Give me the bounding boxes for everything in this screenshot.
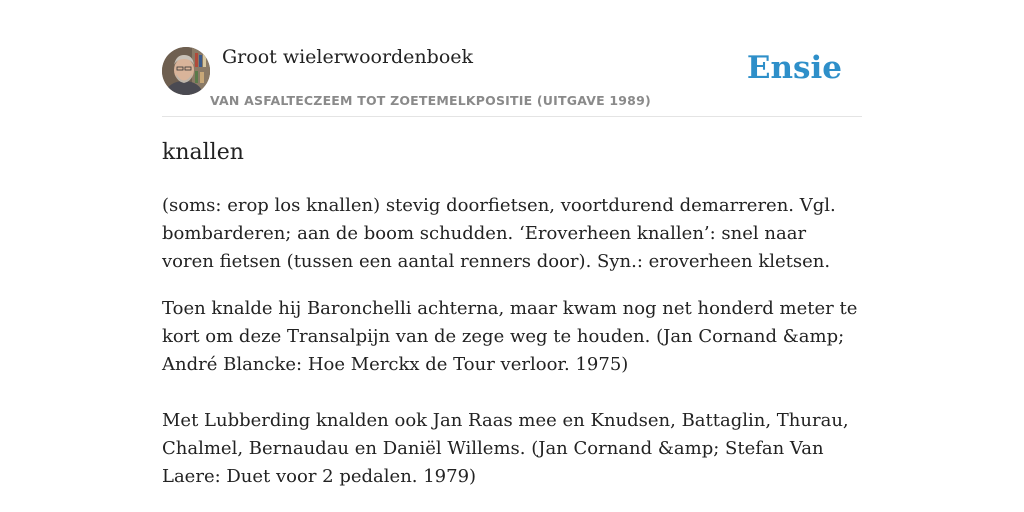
dictionary-subtitle: VAN ASFALTECZEEM TOT ZOETEMELKPOSITIE (UITGAVE 1989) bbox=[210, 93, 651, 108]
dictionary-title[interactable]: Groot wielerwoordenboek bbox=[222, 46, 474, 68]
author-portrait-image bbox=[162, 47, 210, 95]
entry-definition: (soms: erop los knallen) stevig doorfietsen, voortdurend demarreren. Vgl. bombarderen; aan de boom schudden. ‘Eroverheen knallen’: snel naar voren fietsen (tussen een aantal renners door). Syn.: eroverheen kletsen. bbox=[162, 195, 836, 272]
entry-quote: Met Lubberding knalden ook Jan Raas mee en Knudsen, Battaglin, Thurau, Chalmel, Bernaudau en Daniël Willems. (Jan Cornand &amp; Stefan Van Laere: Duet voor 2 pedalen. 1979) bbox=[162, 410, 849, 487]
entry-content bbox=[162, 192, 862, 491]
dictionary-header bbox=[162, 44, 862, 117]
author-avatar[interactable] bbox=[162, 47, 210, 95]
entry-quote: Toen knalde hij Baronchelli achterna, maar kwam nog net honderd meter te kort om deze Transalpijn van de zege weg te houden. (Jan Cornand &amp; André Blancke: Hoe Merckx de Tour verloor. 1975) bbox=[162, 298, 858, 375]
ensie-logo-link[interactable]: Ensie bbox=[746, 50, 842, 86]
quote-spacer bbox=[162, 379, 862, 407]
entry-headword: knallen bbox=[162, 140, 244, 165]
